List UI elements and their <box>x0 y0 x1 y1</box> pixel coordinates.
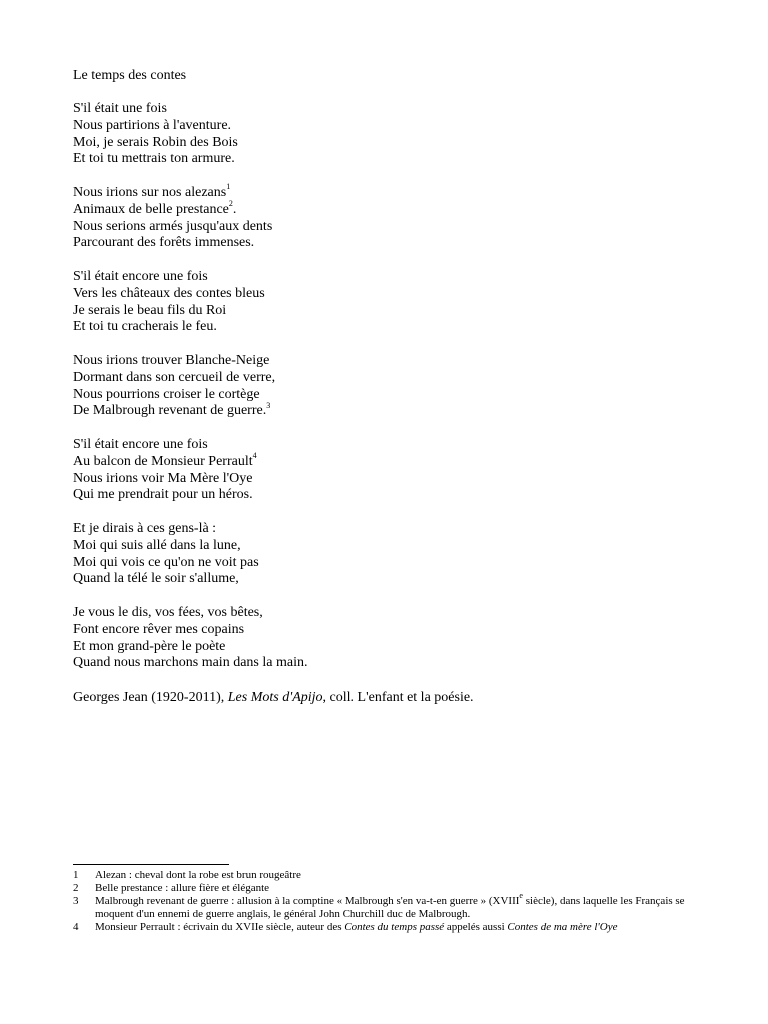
poem-line <box>73 471 673 488</box>
poem-line-text: Vers les châteaux des contes bleus <box>73 285 265 301</box>
poem-line-text: Et toi tu mettrais ton armure. <box>73 151 235 167</box>
poem-line-text: Font encore rêver mes copains <box>73 621 245 637</box>
footnote-ref: 4 <box>252 451 257 461</box>
footnote-text-part: appelés aussi <box>444 921 508 933</box>
footnote-text <box>95 921 713 934</box>
footnote-text-part: Alezan : cheval dont la robe est brun rougeâtre <box>95 869 301 881</box>
poem-body <box>73 101 673 672</box>
footnote-text-part: Monsieur Perrault : écrivain du XVIIe siècle, auteur des <box>95 921 345 933</box>
poem-line <box>73 487 673 504</box>
poem-line-text: Nous irions sur nos alezans <box>73 184 227 200</box>
poem-line <box>73 521 673 538</box>
poem-line-text: Nous partirions à l'aventure. <box>73 117 232 133</box>
footnote-ref: 3 <box>266 400 271 410</box>
poem-line-text: Nous pourrions croiser le cortège <box>73 386 260 402</box>
poem-credit <box>73 689 474 706</box>
poem-line-text: S'il était une fois <box>73 101 167 116</box>
footnote-title: Contes de ma mère l'Oye <box>507 921 618 933</box>
poem-line-text: Parcourant des forêts immenses. <box>73 235 255 251</box>
stanza <box>73 353 673 420</box>
poem-line <box>73 182 673 202</box>
poem-line <box>73 451 673 471</box>
poem-title: Le temps des contes <box>73 68 187 83</box>
poem-line <box>73 101 673 118</box>
poem-line-text: Qui me prendrait pour un héros. <box>73 487 253 503</box>
poem-line <box>73 319 673 336</box>
footnote-ref: 1 <box>226 182 231 192</box>
poem-line <box>73 235 673 252</box>
poem-line-text: Moi qui suis allé dans la lune, <box>73 537 241 553</box>
poem-line <box>73 199 673 219</box>
poem-line-text: S'il était encore une fois <box>73 268 208 284</box>
footnote-superscript: e <box>519 891 523 901</box>
footnote-text-part: Malbrough revenant de guerre : allusion à la comptine « Malbrough s'en va-t-en guerre » (XVIII <box>95 895 520 907</box>
poem-line <box>73 571 673 588</box>
poem-line-text: Moi qui vois ce qu'on ne voit pas <box>73 554 259 570</box>
footnotes <box>73 869 713 934</box>
footnote-text <box>95 882 713 895</box>
footnote-text <box>95 891 713 921</box>
footnote-number: 4 <box>73 921 79 933</box>
poem-line-text: S'il était encore une fois <box>73 436 208 452</box>
poem-line <box>73 555 673 572</box>
poem-line-text: Moi, je serais Robin des Bois <box>73 134 238 150</box>
credit-author: Georges Jean (1920-2011), <box>73 690 228 705</box>
poem-line <box>73 639 673 656</box>
footnote-ref: 2 <box>228 199 233 209</box>
poem-line <box>73 286 673 303</box>
poem-line <box>73 219 673 236</box>
poem-line <box>73 605 673 622</box>
poem-line-text: Et je dirais à ces gens-là : <box>73 520 217 536</box>
stanza <box>73 605 673 672</box>
poem-line <box>73 353 673 370</box>
poem-line-text: Nous irions voir Ma Mère l'Oye <box>73 470 253 486</box>
credit-collection: , coll. L'enfant et la poésie. <box>322 690 474 705</box>
footnote-text-part: siècle), dans laquelle les Français se moquent d'un ennemi de guerre anglais, le général John Churchill duc de Malbrough. <box>95 895 685 920</box>
footnote <box>73 869 713 882</box>
poem-line <box>73 622 673 639</box>
poem-line-text: Je vous le dis, vos fées, vos bêtes, <box>73 604 263 620</box>
poem-line-text: Je serais le beau fils du Roi <box>73 302 227 318</box>
poem-line <box>73 400 673 420</box>
poem-line <box>73 538 673 555</box>
footnote-text <box>95 869 713 882</box>
poem-line-text: Animaux de belle prestance <box>73 201 229 217</box>
poem-line-text: Au balcon de Monsieur Perrault <box>73 453 253 469</box>
poem-line-text: Quand nous marchons main dans la main. <box>73 655 308 671</box>
stanza <box>73 101 673 168</box>
footnote-number: 2 <box>73 882 79 894</box>
poem-line <box>73 655 673 672</box>
poem-line-text: Quand la télé le soir s'allume, <box>73 571 239 587</box>
footnote <box>73 921 713 934</box>
footnote-title: Contes du temps passé <box>344 921 445 933</box>
poem-line <box>73 437 673 454</box>
credit-book-title: Les Mots d'Apijo <box>227 690 323 705</box>
poem-line-text: Dormant dans son cercueil de verre, <box>73 369 276 385</box>
footnote-number: 3 <box>73 895 79 907</box>
footnote-text-part: Belle prestance : allure fière et élégante <box>95 882 270 894</box>
poem-line <box>73 387 673 404</box>
poem-line <box>73 118 673 135</box>
footnote-number: 1 <box>73 869 79 881</box>
stanza <box>73 182 673 252</box>
poem-line <box>73 135 673 152</box>
stanza <box>73 521 673 588</box>
footnote-separator <box>73 864 229 865</box>
footnote <box>73 882 713 895</box>
footnote <box>73 891 713 921</box>
stanza <box>73 437 673 504</box>
poem-line <box>73 303 673 320</box>
poem-line-text: Nous irions trouver Blanche-Neige <box>73 352 270 368</box>
poem-line-text: Et toi tu cracherais le feu. <box>73 319 217 335</box>
poem-line <box>73 151 673 168</box>
poem-line-punctuation: . <box>232 201 237 217</box>
poem-line <box>73 370 673 387</box>
stanza <box>73 269 673 336</box>
poem-line-text: De Malbrough revenant de guerre. <box>73 403 267 419</box>
poem-line-text: Nous serions armés jusqu'aux dents <box>73 218 273 234</box>
poem-line-text: Et mon grand-père le poète <box>73 638 226 654</box>
poem-line <box>73 269 673 286</box>
